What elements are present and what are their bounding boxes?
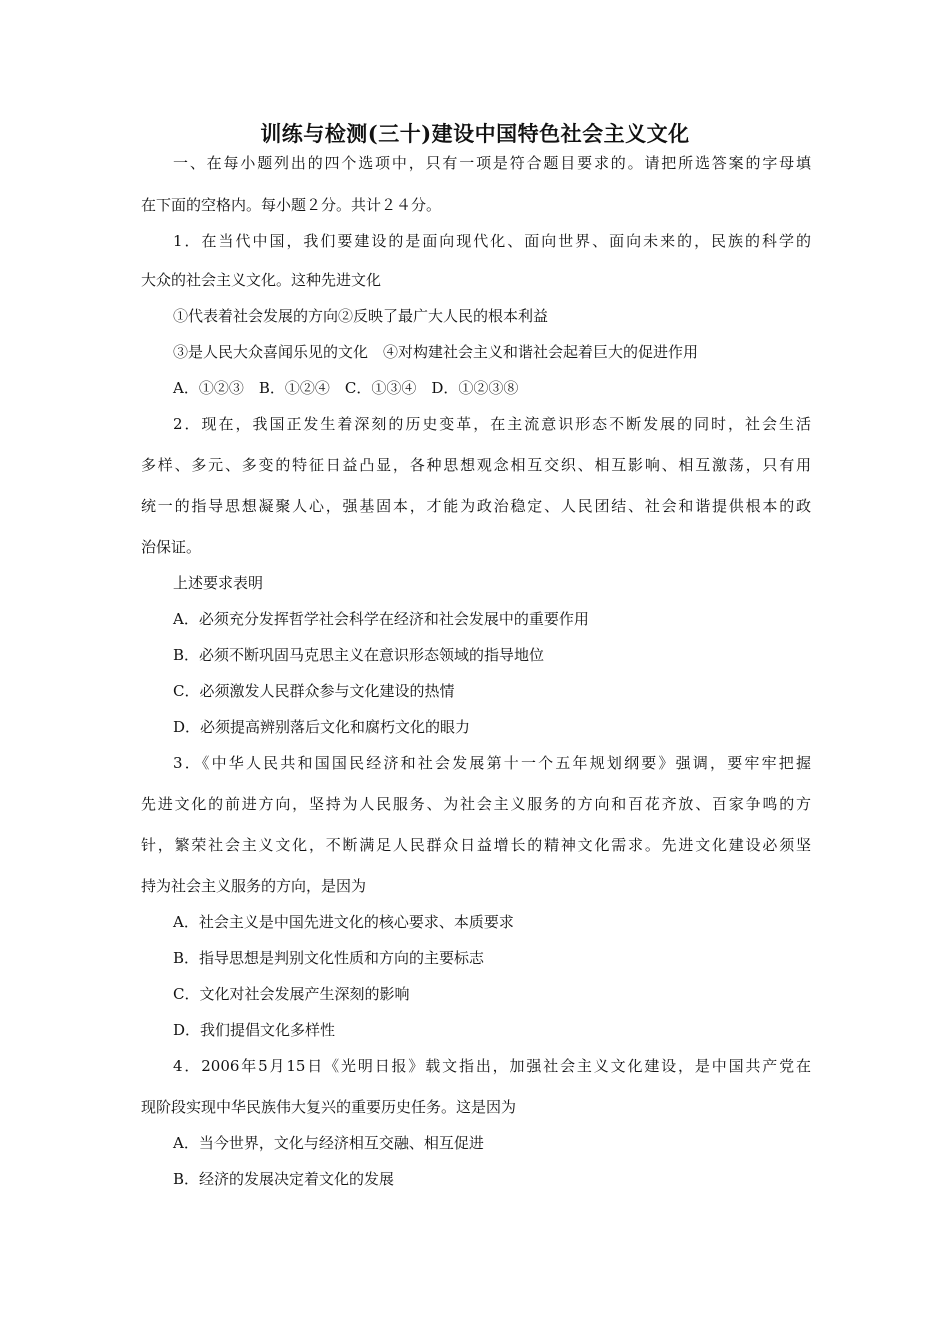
- section-instructions-line-2: 在下面的空格内。每小题２分。共计２４分。: [141, 196, 442, 214]
- q4-option-a: A．当今世界，文化与经济相互交融、相互促进: [173, 1134, 484, 1152]
- q3-stem-line-3: 针，繁荣社会主义文化，不断满足人民群众日益增长的精神文化需求。先进文化建设必须坚: [141, 836, 811, 854]
- q3-option-a: A．社会主义是中国先进文化的核心要求、本质要求: [173, 913, 514, 931]
- q3-stem-line-2: 先进文化的前进方向，坚持为人民服务、为社会主义服务的方向和百花齐放、百家争鸣的方: [141, 795, 811, 813]
- q2-stem-line-4: 治保证。: [141, 538, 202, 556]
- page-title: 训练与检测(三十)建设中国特色社会主义文化: [260, 121, 690, 146]
- q2-stem-line-3: 统一的指导思想凝聚人心，强基固本，才能为政治稳定、人民团结、社会和谐提供根本的政: [141, 497, 811, 515]
- q1-options: A．①②③ B．①②④ C．①③④ D．①②③⑧: [173, 379, 519, 397]
- q1-stem-line-1: 1．在当代中国，我们要建设的是面向现代化、面向世界、面向未来的，民族的科学的: [173, 232, 811, 250]
- q3-stem-line-4: 持为社会主义服务的方向，是因为: [141, 877, 367, 895]
- q2-option-c: C．必须激发人民群众参与文化建设的热情: [173, 682, 455, 700]
- q1-statement-1: ①代表着社会发展的方向②反映了最广大人民的根本利益: [173, 307, 549, 325]
- q2-prompt: 上述要求表明: [173, 574, 264, 592]
- q2-option-d: D．必须提高辨别落后文化和腐朽文化的眼力: [173, 718, 471, 736]
- section-instructions-line-1: 一、在每小题列出的四个选项中，只有一项是符合题目要求的。请把所选答案的字母填: [173, 154, 811, 172]
- q2-stem-line-2: 多样、多元、多变的特征日益凸显，各种思想观念相互交织、相互影响、相互激荡，只有用: [141, 456, 811, 474]
- q2-option-a: A．必须充分发挥哲学社会科学在经济和社会发展中的重要作用: [173, 610, 589, 628]
- q4-stem-line-1: 4．2006年5月15日《光明日报》载文指出，加强社会主义文化建设，是中国共产党在: [173, 1057, 811, 1075]
- q3-option-b: B．指导思想是判别文化性质和方向的主要标志: [173, 949, 485, 967]
- q1-stem-line-2: 大众的社会主义文化。这种先进文化: [141, 271, 382, 289]
- q3-option-c: C．文化对社会发展产生深刻的影响: [173, 985, 410, 1003]
- q2-stem-line-1: 2．现在，我国正发生着深刻的历史变革，在主流意识形态不断发展的同时，社会生活: [173, 415, 811, 433]
- q4-stem-line-2: 现阶段实现中华民族伟大复兴的重要历史任务。这是因为: [141, 1098, 517, 1116]
- q2-option-b: B．必须不断巩固马克思主义在意识形态领域的指导地位: [173, 646, 545, 664]
- q3-stem-line-1: 3．《中华人民共和国国民经济和社会发展第十一个五年规划纲要》强调，要牢牢把握: [173, 754, 811, 772]
- q3-option-d: D．我们提倡文化多样性: [173, 1021, 336, 1039]
- q1-statement-2: ③是人民大众喜闻乐见的文化 ④对构建社会主义和谐社会起着巨大的促进作用: [173, 343, 699, 361]
- q4-option-b: B．经济的发展决定着文化的发展: [173, 1170, 395, 1188]
